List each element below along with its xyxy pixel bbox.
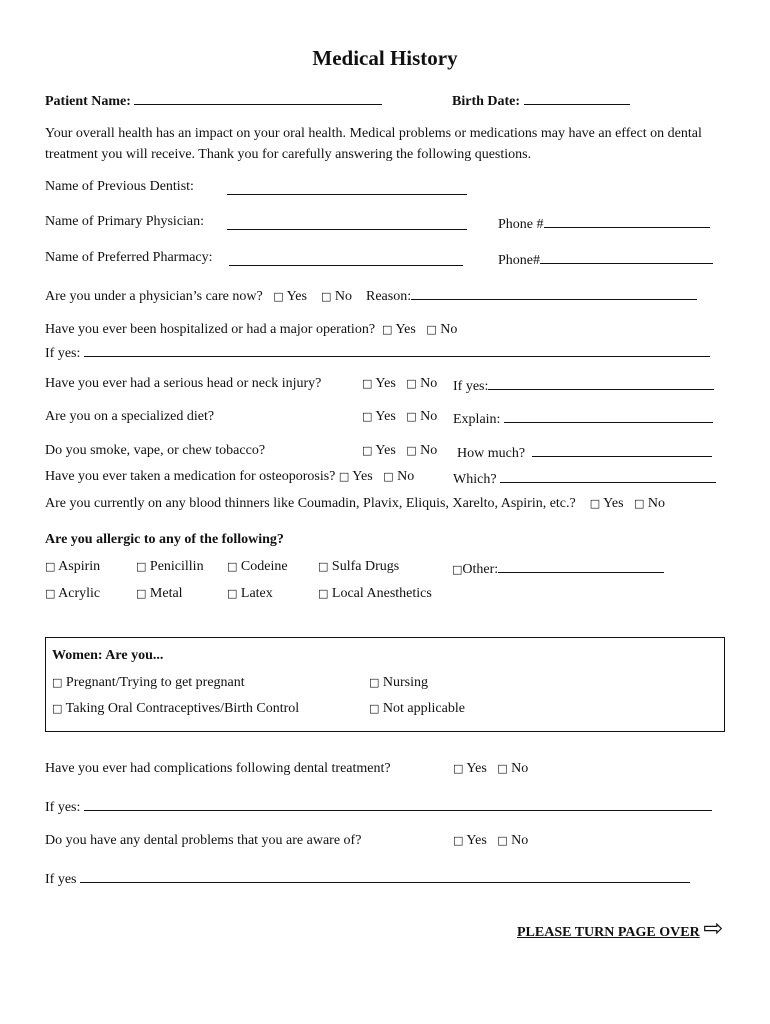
hospitalized-no-label: No (440, 322, 458, 337)
allergy-sulfa-label: Sulfa Drugs (331, 559, 400, 574)
tobacco-no-checkbox[interactable]: □ (406, 444, 417, 457)
women-pregnant-label: Pregnant/Trying to get pregnant (65, 675, 245, 690)
hospitalized-row (45, 322, 457, 338)
allergy-latex-checkbox[interactable]: □ (227, 587, 238, 600)
tobacco-yes-label: Yes (375, 443, 396, 458)
women-contraceptives-checkbox[interactable]: □ (52, 702, 63, 715)
head-injury-if-yes-label: If yes: (453, 379, 489, 394)
osteoporosis-question: Have you ever taken a medication for osteoporosis? (45, 469, 336, 484)
complications-yes-label: Yes (466, 761, 487, 776)
prev-dentist-label: Name of Previous Dentist: (45, 179, 194, 194)
osteoporosis-which-row (453, 469, 716, 488)
head-injury-no-checkbox[interactable]: □ (406, 377, 417, 390)
physician-care-no-checkbox[interactable]: □ (320, 290, 332, 303)
pharmacy-phone-label: Phone# (498, 253, 540, 268)
right-arrow-icon: ⇨ (703, 914, 724, 942)
osteoporosis-no-label: No (397, 469, 415, 484)
diet-options (362, 409, 437, 425)
allergy-penicillin-checkbox[interactable]: □ (136, 560, 147, 573)
allergy-codeine-label: Codeine (240, 559, 288, 574)
women-contraceptives-label: Taking Oral Contraceptives/Birth Control (65, 701, 300, 716)
blood-thinners-no-checkbox[interactable]: □ (634, 497, 645, 510)
intro-text: Your overall health has an impact on your oral health. Medical problems or medications may have an effect on dental treatment you will receive. Thank you for carefully answering the following questions. (45, 126, 702, 162)
patient-name-row (45, 91, 382, 110)
allergy-latex (227, 586, 273, 602)
dental-problems-if-yes-label: If yes (45, 872, 77, 887)
pharmacy-field[interactable] (229, 252, 463, 266)
diet-explain-row (453, 409, 713, 428)
hospitalized-if-yes-field[interactable] (84, 343, 710, 357)
complications-question: Have you ever had complications following dental treatment? (45, 761, 391, 776)
allergy-acrylic-label: Acrylic (58, 586, 101, 601)
head-injury-options (362, 376, 437, 392)
physician-care-yes-label: Yes (286, 289, 307, 304)
physician-care-yes-checkbox[interactable]: □ (273, 290, 284, 303)
blood-thinners-yes-label: Yes (603, 496, 624, 511)
allergy-local-anesthetics-checkbox[interactable]: □ (318, 587, 329, 600)
tobacco-how-much-field[interactable] (532, 443, 712, 457)
blood-thinners-no-label: No (647, 496, 666, 511)
blood-thinners-yes-checkbox[interactable]: □ (589, 497, 601, 510)
hospitalized-yes-label: Yes (395, 322, 416, 337)
tobacco-how-much-label: How much? (457, 446, 526, 461)
tobacco-no-label: No (420, 443, 438, 458)
birth-date-label: Birth Date: (452, 94, 521, 109)
dental-problems-if-yes-field[interactable] (80, 869, 690, 883)
birth-date-row (452, 91, 630, 110)
women-not-applicable-label: Not applicable (382, 701, 465, 716)
complications-yes-checkbox[interactable]: □ (453, 762, 464, 775)
patient-name-label: Patient Name: (45, 94, 131, 109)
physician-phone-row (498, 214, 710, 233)
osteoporosis-which-field[interactable] (500, 469, 716, 483)
dental-problems-no-label: No (511, 833, 529, 848)
allergy-other-field[interactable] (498, 559, 664, 573)
allergies-heading: Are you allergic to any of the following? (45, 532, 284, 547)
head-injury-if-yes-row (453, 376, 714, 395)
allergy-aspirin (45, 559, 100, 575)
hospitalized-no-checkbox[interactable]: □ (426, 323, 437, 336)
physician-phone-label: Phone # (498, 217, 544, 232)
head-injury-yes-checkbox[interactable]: □ (362, 377, 373, 390)
allergy-sulfa (318, 559, 399, 575)
diet-explain-field[interactable] (504, 409, 713, 423)
allergy-codeine (227, 559, 288, 575)
diet-no-checkbox[interactable]: □ (406, 410, 417, 423)
complications-if-yes-label: If yes: (45, 800, 81, 815)
hospitalized-if-yes-row (45, 343, 710, 362)
dental-problems-if-yes-row (45, 869, 690, 888)
turn-page-notice (517, 914, 724, 942)
physician-care-question: Are you under a physician’s care now? (45, 289, 263, 304)
allergy-acrylic (45, 586, 100, 602)
diet-yes-checkbox[interactable]: □ (362, 410, 373, 423)
head-injury-if-yes-field[interactable] (488, 376, 714, 390)
prev-dentist-field[interactable] (227, 181, 467, 195)
head-injury-no-label: No (420, 376, 438, 391)
women-nursing-checkbox[interactable]: □ (369, 676, 380, 689)
dental-problems-no-checkbox[interactable]: □ (497, 834, 508, 847)
allergy-latex-label: Latex (240, 586, 273, 601)
complications-if-yes-row (45, 797, 712, 816)
women-contraceptives (52, 701, 299, 717)
women-not-applicable-checkbox[interactable]: □ (369, 702, 380, 715)
primary-physician-field[interactable] (227, 216, 467, 230)
hospitalized-question: Have you ever been hospitalized or had a major operation? (45, 322, 376, 337)
osteoporosis-no-checkbox[interactable]: □ (383, 470, 394, 483)
osteoporosis-yes-label: Yes (352, 469, 373, 484)
allergy-codeine-checkbox[interactable]: □ (227, 560, 238, 573)
women-not-applicable (369, 701, 465, 717)
physician-phone-field[interactable] (544, 214, 710, 228)
osteoporosis-row (45, 469, 414, 485)
complications-no-checkbox[interactable]: □ (497, 762, 508, 775)
allergy-other-label: Other: (462, 562, 499, 577)
physician-care-no-label: No (334, 289, 352, 304)
head-injury-yes-label: Yes (375, 376, 396, 391)
turn-page-text: PLEASE TURN PAGE OVER (517, 925, 700, 940)
allergy-penicillin-label: Penicillin (149, 559, 204, 574)
tobacco-how-much-row (457, 443, 712, 462)
primary-physician-label: Name of Primary Physician: (45, 214, 205, 229)
complications-options (453, 761, 528, 777)
allergy-acrylic-checkbox[interactable]: □ (45, 587, 56, 600)
complications-if-yes-field[interactable] (84, 797, 712, 811)
patient-name-field[interactable] (134, 91, 382, 105)
reason-label: Reason: (366, 289, 412, 304)
pharmacy-label: Name of Preferred Pharmacy: (45, 250, 213, 265)
women-pregnant-checkbox[interactable]: □ (52, 676, 63, 689)
osteoporosis-which-label: Which? (453, 472, 497, 487)
birth-date-field[interactable] (524, 91, 630, 105)
reason-field[interactable] (411, 286, 697, 300)
women-pregnant (52, 675, 245, 691)
tobacco-yes-checkbox[interactable]: □ (362, 444, 373, 457)
allergy-aspirin-label: Aspirin (58, 559, 101, 574)
allergy-local-anesthetics (318, 586, 432, 602)
allergy-sulfa-checkbox[interactable]: □ (318, 560, 329, 573)
osteoporosis-yes-checkbox[interactable]: □ (338, 470, 350, 483)
allergy-other (452, 559, 664, 578)
allergy-other-checkbox[interactable]: □ (452, 563, 463, 576)
blood-thinners-row (45, 496, 665, 512)
diet-yes-label: Yes (375, 409, 396, 424)
dental-problems-options (453, 833, 528, 849)
hospitalized-if-yes-label: If yes: (45, 346, 81, 361)
diet-no-label: No (420, 409, 438, 424)
hospitalized-yes-checkbox[interactable]: □ (382, 323, 393, 336)
allergy-penicillin (136, 559, 204, 575)
allergy-metal-label: Metal (149, 586, 183, 601)
women-section-box (45, 637, 725, 732)
allergy-local-anesthetics-label: Local Anesthetics (331, 586, 432, 601)
blood-thinners-question: Are you currently on any blood thinners like Coumadin, Plavix, Eliquis, Xarelto, Aspirin, etc.? (45, 496, 576, 511)
physician-care-row (45, 286, 697, 305)
diet-question: Are you on a specialized diet? (45, 409, 215, 424)
women-nursing (369, 675, 428, 691)
allergy-aspirin-checkbox[interactable]: □ (45, 560, 56, 573)
tobacco-question: Do you smoke, vape, or chew tobacco? (45, 443, 266, 458)
dental-problems-yes-label: Yes (466, 833, 487, 848)
women-nursing-label: Nursing (382, 675, 429, 690)
pharmacy-phone-row (498, 250, 713, 269)
head-injury-question: Have you ever had a serious head or neck injury? (45, 376, 322, 391)
allergy-metal (136, 586, 183, 602)
tobacco-options (362, 443, 437, 459)
page-title: Medical History (312, 46, 458, 70)
complications-no-label: No (511, 761, 529, 776)
dental-problems-yes-checkbox[interactable]: □ (453, 834, 464, 847)
diet-explain-label: Explain: (453, 412, 501, 427)
women-heading: Women: Are you... (52, 648, 164, 663)
pharmacy-phone-field[interactable] (540, 250, 713, 264)
allergy-metal-checkbox[interactable]: □ (136, 587, 147, 600)
dental-problems-question: Do you have any dental problems that you are aware of? (45, 833, 362, 848)
